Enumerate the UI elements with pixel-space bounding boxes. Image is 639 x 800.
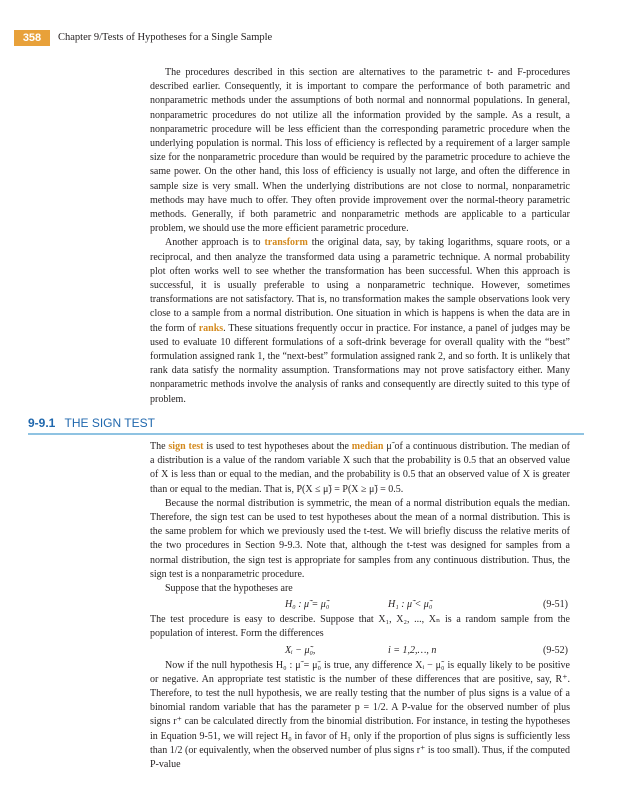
equation-null-hypothesis: H₀ : μ̃ = μ̃₀ (285, 599, 330, 611)
equation-9-52 (150, 642, 570, 659)
section-heading (28, 415, 588, 431)
text-run: μ̃ of a continuous distribution. The median of a distribution is a value of the random variable X such that the probability is 0.5 that an observed value of X is less than or equal to the median, and the probability is 0.5 that an observed value of X is greater than or equal to the median. That is, P(X ≤ μ̃) = P(X ≥ μ̃) = 0.5. (150, 441, 570, 495)
sign-test-text (150, 440, 570, 772)
keyword-median: median (351, 441, 384, 452)
keyword-ranks: ranks (198, 322, 224, 334)
section-number: 9-9.1 (28, 416, 56, 430)
equation-index-range: i = 1,2,…, n (388, 644, 437, 656)
paragraph-symmetric: Because the normal distribution is symmetric, the mean of a normal distribution equals the median. Therefore, the sign test can be used to test hypotheses about the mean of a normal distribution. This is the same problem for which we previously used the t-test. We will briefly discuss the relative merits of the two procedures in Section 9-9.3. Note that, although the t-test was designed for samples from a normal distribution, the sign test is appropriate for samples from any continuous distribution. Thus, the sign test is a nonparametric procedure. (150, 497, 570, 580)
running-head: Chapter 9/Tests of Hypotheses for a Single Sample (58, 32, 273, 43)
equation-alt-hypothesis: H₁ : μ̃ < μ̃₀ (388, 599, 433, 611)
section-title: THE SIGN TEST (64, 416, 155, 430)
equation-number: (9-51) (543, 599, 568, 611)
keyword-sign-test: sign test (168, 441, 204, 452)
paragraph-sign-test (150, 440, 570, 497)
keyword-transform: transform (264, 237, 308, 249)
text-run: Another approach is to (165, 237, 265, 249)
page-header (0, 30, 639, 46)
intro-text (150, 66, 570, 407)
paragraph-efficiency: The procedures described in this section are alternatives to the parametric t- and F-procedures described earlier. Consequently, it is important to compare the performance of both parametric and nonparametric methods under the assumptions of both normal and nonnormal populations. In general, nonparametric procedures do not utilize all the information provided by the sample. As a result, a nonparametric procedure will be less efficient than the corresponding parametric procedure when the underlying population is normal. This loss of efficiency is reflected by a requirement of a larger sample size for the nonparametric procedure than would be required by the parametric procedure to achieve the same power. On the other hand, this loss of efficiency is usually not large, and often the difference in sample size is very small. When the underlying distributions are not close to normal, nonparametric methods may have much to offer. They often provide improvement over the normal-theory parametric methods. Generally, if both parametric and nonparametric methods are applicable to a particular problem, we should use the more efficient parametric procedure. (150, 67, 570, 235)
text-run: is used to test hypotheses about the (203, 441, 352, 452)
paragraph-procedure: The test procedure is easy to describe. Suppose that X₁, X₂, ..., Xₙ is a random sample from the population of interest. Form the differences (150, 614, 570, 640)
text-run: . These situations frequently occur in practice. For instance, a panel of judges may be used to evaluate 10 different formulations of a soft-drink beverage for overall quality with the “best” formulation assigned rank 1, the “next-best” formulation assigned rank 2, and so forth. It is unlikely that rank data satisfy the normality assumption. Transformations may not prove satisfactory either. Many nonparametric methods involve the analysis of ranks and consequently are directly suited to this type of problem. (150, 322, 570, 405)
paragraph-transform (150, 236, 570, 406)
equation-differences: Xᵢ − μ̃₀, (285, 644, 316, 656)
equation-9-51 (150, 596, 570, 613)
paragraph-null-hypothesis: Now if the null hypothesis H₀ : μ̃ = μ̃₀ is true, any difference Xᵢ − μ̃₀ is equally likely to be positive or negative. An appropriate test statistic is the number of these differences that are positive, say, R⁺. Therefore, to test the null hypothesis, we are really testing that the number of plus signs is a value of a binomial random variable that has the parameter p = 1/2. A P-value for the observed number of plus signs r⁺ can be calculated directly from the binomial distribution. For instance, in testing the hypotheses in Equation 9-51, we will reject H₀ in favor of H₁ only if the proportion of plus signs is sufficiently less than 1/2 (or equivalently, when the observed number of plus signs r⁺ is too small). Thus, if the computed P-value (150, 659, 570, 771)
page-number: 358 (14, 30, 50, 46)
section-rule (28, 433, 584, 435)
text-run: The (150, 441, 169, 452)
paragraph-hypotheses: Suppose that the hypotheses are (165, 583, 293, 595)
equation-number: (9-52) (543, 644, 568, 656)
text-run: the original data, say, by taking logarithms, square roots, or a reciprocal, and then analyze the transformed data using a parametric technique. A normal probability plot often works well to see whether the transformation has been successful. When this approach is successful, it is usually preferable to using a nonparametric technique. However, sometimes transformations are not satisfactory. That is, no transformation makes the sample observations look very close to a sample from a normal distribution. One situation in which is happens is when the data are in the form of (150, 237, 570, 334)
